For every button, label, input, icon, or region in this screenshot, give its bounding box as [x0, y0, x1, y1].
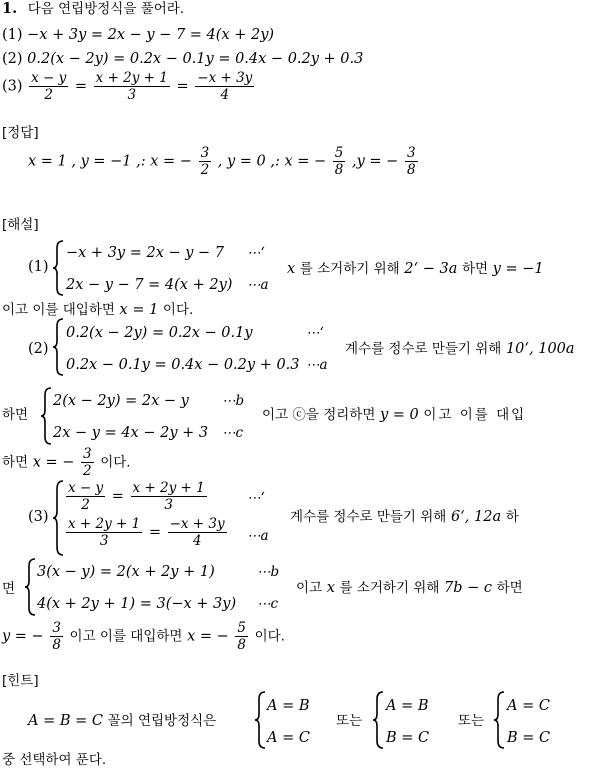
text: 이고 ⓒ을 정리하면 [262, 407, 376, 423]
system-equation: 2(x − 2y) = 2x − y [53, 393, 189, 409]
hint-lead [28, 712, 216, 730]
answer-text: ,y = − [352, 153, 399, 170]
math: x = − [187, 628, 229, 645]
equals-sign: = [148, 524, 161, 541]
math: 10‘, 100a [505, 341, 575, 357]
fraction: $\frac{3}{8}$ [52, 620, 61, 653]
text: 이고 이를 대입하면 [69, 628, 183, 645]
equation: −x + 3y = 2x − y − 7 = 4(x + 2y) [27, 27, 275, 43]
text: 이고 이를 대입 [423, 407, 527, 423]
fraction: $\frac{5}{8}$ [237, 620, 246, 653]
equation-tag: ⋯c [257, 596, 279, 612]
or-text: 또는 [458, 713, 485, 729]
fraction: $\frac{3}{8}$ [406, 145, 416, 178]
equation: 0.2(x − 2y) = 0.2x − 0.1y = 0.4x − 0.2y + 0.3 [27, 51, 364, 67]
fraction: $\frac{5}{8}$ [334, 145, 344, 178]
left-brace [52, 318, 64, 376]
text: 하면 [2, 454, 29, 471]
system-equation: 2x − y = 4x − 2y + 3 [53, 425, 209, 441]
text: 이고 [296, 580, 323, 596]
equation-tag: ⋯a [247, 277, 269, 293]
system-equation: −x + 3y = 2x − y − 7 [66, 245, 225, 261]
text: 이다. [162, 302, 194, 318]
equals-sign: = [111, 488, 124, 505]
problem-part-2 [2, 50, 363, 68]
left-brace [24, 558, 36, 616]
math: x = − [32, 454, 75, 471]
solution-2-continued [2, 446, 131, 479]
fraction: $\frac{-x + 3y}{4}$ [197, 70, 253, 103]
equation-tag: ⋯b [257, 564, 280, 580]
system-equation: 0.2(x − 2y) = 0.2x − 0.1y [66, 325, 253, 341]
solution-3-text-cont [296, 579, 523, 597]
fraction: $\frac{3}{2}$ [83, 446, 92, 479]
fraction: $\frac{3}{2}$ [200, 145, 210, 178]
system-equation: A = B [267, 698, 310, 714]
system-equation [64, 480, 209, 513]
math: A = B = C [28, 713, 103, 729]
solution-3-label: (3) [28, 509, 49, 525]
fraction: $\frac{x - y}{2}$ [31, 70, 67, 103]
text: 하면 [461, 261, 489, 277]
problem-title: 다음 연립방정식을 풀어라. [27, 1, 185, 17]
math: 7b − c [443, 580, 492, 596]
text: 하면 [496, 580, 523, 596]
solution-3-text [290, 508, 519, 526]
left-brace [372, 691, 384, 749]
math: 6‘, 12a [450, 509, 502, 525]
or-text: 또는 [336, 713, 363, 729]
problem-part-3 [2, 70, 256, 103]
text: 이다. [100, 454, 131, 471]
system-equation: B = C [507, 730, 551, 746]
math: y = −1 [492, 261, 544, 277]
system-equation: A = C [507, 698, 550, 714]
text: 를 소거하기 위해 [299, 261, 400, 277]
system-equation: A = C [267, 730, 310, 746]
text: 하 [505, 509, 519, 525]
problem-number: 1. [2, 0, 18, 17]
problem-header [2, 0, 184, 18]
solution-1-continued [2, 301, 193, 319]
text: 계수를 정수로 만들기 위해 [345, 341, 502, 357]
text: 이다. [254, 628, 285, 645]
fraction: $\frac{x + 2y + 1}{3}$ [132, 480, 205, 513]
left-brace [493, 691, 505, 749]
math: 2‘ − 3a [404, 261, 458, 277]
left-brace [52, 480, 64, 556]
solution-2-label: (2) [28, 341, 49, 357]
text: 꼴의 연립방정식은 [107, 713, 217, 729]
answer-heading: [정답] [2, 125, 39, 141]
math: x [287, 261, 296, 277]
part-label: (2) [2, 51, 23, 67]
equation-tag: ⋯a [247, 528, 269, 544]
solution-2-text-cont [262, 406, 526, 424]
part-label: (3) [2, 78, 23, 95]
system-equation [64, 516, 229, 549]
equals-sign: = [74, 78, 88, 95]
answer-text: x = 1 , y = −1 ,: x = − [28, 153, 192, 170]
math: x [326, 580, 335, 596]
equation-tag: ⋯‘ [247, 490, 265, 506]
solution-3-continued [2, 620, 285, 653]
math: y = 0 [379, 407, 419, 423]
answer-text: , y = 0 ,: x = − [217, 153, 327, 170]
system-equation: A = B [386, 698, 429, 714]
text: 하면 [2, 407, 29, 423]
equation-tag: ⋯c [222, 425, 244, 441]
equation-tag: ⋯b [222, 393, 245, 409]
equation-tag: ⋯‘ [306, 325, 324, 341]
equation-tag: ⋯a [306, 357, 328, 373]
text: 를 소거하기 위해 [339, 580, 440, 596]
math: y = − [2, 628, 44, 645]
text: 계수를 정수로 만들기 위해 [290, 509, 447, 525]
problem-part-1 [2, 26, 274, 44]
system-equation: 3(x − y) = 2(x + 2y + 1) [37, 564, 215, 580]
fraction: $\frac{-x + 3y}{4}$ [169, 516, 225, 549]
text: 이고 이를 대입하면 [2, 302, 115, 318]
equation-tag: ⋯‘ [247, 245, 265, 261]
hint-heading: [힌트] [2, 673, 39, 689]
equals-sign: = [176, 78, 189, 95]
hint-end: 중 선택하여 푼다. [2, 752, 107, 768]
solution-heading: [해설] [2, 217, 39, 233]
system-equation: 4(x + 2y + 1) = 3(−x + 3y) [37, 596, 237, 612]
answer-line [28, 145, 420, 178]
system-equation: 0.2x − 0.1y = 0.4x − 0.2y + 0.3 [66, 357, 300, 373]
fraction: $\frac{x - y}{2}$ [68, 480, 104, 513]
text: 면 [2, 581, 16, 597]
system-equation: B = C [386, 730, 430, 746]
system-equation: 2x − y − 7 = 4(x + 2y) [66, 277, 233, 293]
fraction: $\frac{x + 2y + 1}{3}$ [95, 70, 168, 103]
solution-2-text [345, 340, 575, 358]
left-brace [254, 691, 266, 749]
part-label: (1) [2, 27, 23, 43]
left-brace [52, 240, 64, 296]
left-brace [40, 387, 52, 445]
math: x = 1 [119, 302, 159, 318]
solution-1-text [287, 260, 544, 278]
solution-1-label: (1) [28, 259, 49, 275]
fraction: $\frac{x + 2y + 1}{3}$ [68, 516, 141, 549]
